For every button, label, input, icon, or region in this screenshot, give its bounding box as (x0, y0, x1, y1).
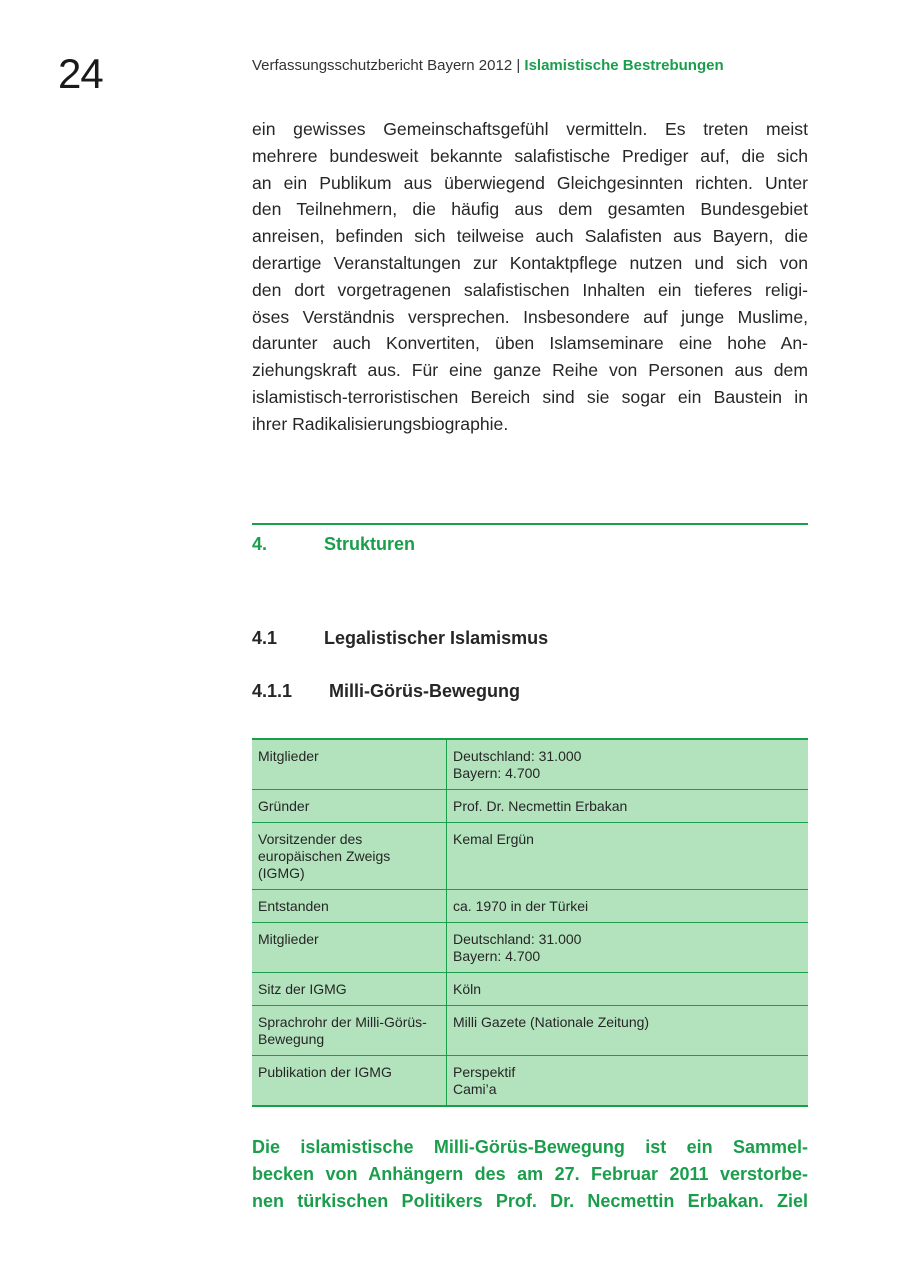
value-line: Cami’a (453, 1081, 497, 1097)
body-line: mehrere bundesweit bekannte salafistische Prediger auf, die sich (252, 145, 808, 166)
subsub-heading (252, 680, 520, 702)
table-row (252, 1006, 808, 1056)
body-paragraph (252, 116, 808, 438)
lead-line: becken von Anhängern des am 27. Februar 2011 verstorbe- (252, 1164, 808, 1184)
value-line: Deutschland: 31.000 (453, 931, 582, 947)
body-line: islamistisch-terroristischen Bereich sind sie sogar ein Baustein in (252, 386, 808, 407)
header-title: Verfassungsschutzbericht Bayern 2012 (252, 57, 513, 74)
row-value (447, 739, 809, 790)
sub-heading-number: 4.1 (252, 628, 278, 648)
lead-line: Die islamistische Milli-Görüs-Bewegung ist ein Sammel- (252, 1137, 808, 1157)
body-line: anreisen, befinden sich teilweise auch Salafisten aus Bayern, die (252, 226, 808, 247)
body-line: ein gewisses Gemeinschaftsgefühl vermitteln. Es treten meist (252, 119, 808, 139)
body-line: öses Verständnis versprechen. Insbesondere auf junge Muslime, (252, 306, 808, 327)
body-line: ziehungskraft aus. Für eine ganze Reihe von Personen aus dem (252, 360, 808, 381)
table-row (252, 739, 808, 790)
chapter-number: 4. (252, 534, 268, 554)
row-value (447, 890, 809, 923)
header-separator: | (516, 57, 521, 74)
row-label: Mitglieder (252, 739, 447, 790)
header-section: Islamistische Bestrebungen (524, 57, 724, 74)
row-value (447, 1056, 809, 1107)
value-line: Köln (453, 981, 482, 997)
section-divider (252, 523, 808, 525)
chapter-heading (252, 533, 415, 555)
row-value (447, 823, 809, 890)
subsub-heading-title: Milli-Görüs-Bewegung (329, 681, 520, 701)
row-label: Gründer (252, 790, 447, 823)
lead-line: nen türkischen Politikers Prof. Dr. Necmettin Erbakan. Ziel (252, 1191, 808, 1211)
sub-heading (252, 627, 548, 649)
row-label: Mitglieder (252, 923, 447, 973)
row-value (447, 1006, 809, 1056)
subsub-heading-number: 4.1.1 (252, 681, 293, 701)
row-value (447, 790, 809, 823)
chapter-title: Strukturen (324, 534, 416, 554)
row-label: Entstanden (252, 890, 447, 923)
value-line: Kemal Ergün (453, 831, 534, 847)
body-line: den Teilnehmern, die häufig aus dem gesamten Bundesgebiet (252, 199, 808, 220)
lead-paragraph (252, 1134, 808, 1215)
body-line: derartige Veranstaltungen zur Kontaktpflege nutzen und sich von (252, 252, 808, 273)
table-row (252, 1056, 808, 1107)
table-row (252, 923, 808, 973)
row-label: Sitz der IGMG (252, 973, 447, 1006)
table-row (252, 973, 808, 1006)
value-line: Deutschland: 31.000 (453, 748, 582, 764)
value-line: Milli Gazete (Nationale Zeitung) (453, 1014, 650, 1030)
running-header (252, 57, 724, 75)
body-line: ihrer Radikalisierungsbiographie. (252, 413, 509, 434)
page-number: 24 (58, 50, 103, 97)
row-label: Vorsitzender des europäischen Zweigs (IGMG) (252, 823, 447, 890)
value-line: Perspektif (453, 1064, 516, 1080)
body-line: den dort vorgetragenen salafistischen Inhalten ein tieferes religi- (252, 279, 808, 300)
fact-table (252, 738, 808, 1107)
value-line: Bayern: 4.700 (453, 765, 541, 781)
row-value (447, 973, 809, 1006)
row-label: Sprachrohr der Milli-Görüs-Bewegung (252, 1006, 447, 1056)
body-line: darunter auch Konvertiten, üben Islamseminare eine hohe An- (252, 333, 808, 354)
row-label: Publikation der IGMG (252, 1056, 447, 1107)
sub-heading-title: Legalistischer Islamismus (324, 628, 549, 648)
row-value (447, 923, 809, 973)
table-row (252, 790, 808, 823)
table-row (252, 890, 808, 923)
value-line: ca. 1970 in der Türkei (453, 898, 589, 914)
body-line: an ein Publikum aus überwiegend Gleichgesinnten richten. Unter (252, 172, 808, 193)
value-line: Bayern: 4.700 (453, 948, 541, 964)
table-row (252, 823, 808, 890)
value-line: Prof. Dr. Necmettin Erbakan (453, 798, 628, 814)
